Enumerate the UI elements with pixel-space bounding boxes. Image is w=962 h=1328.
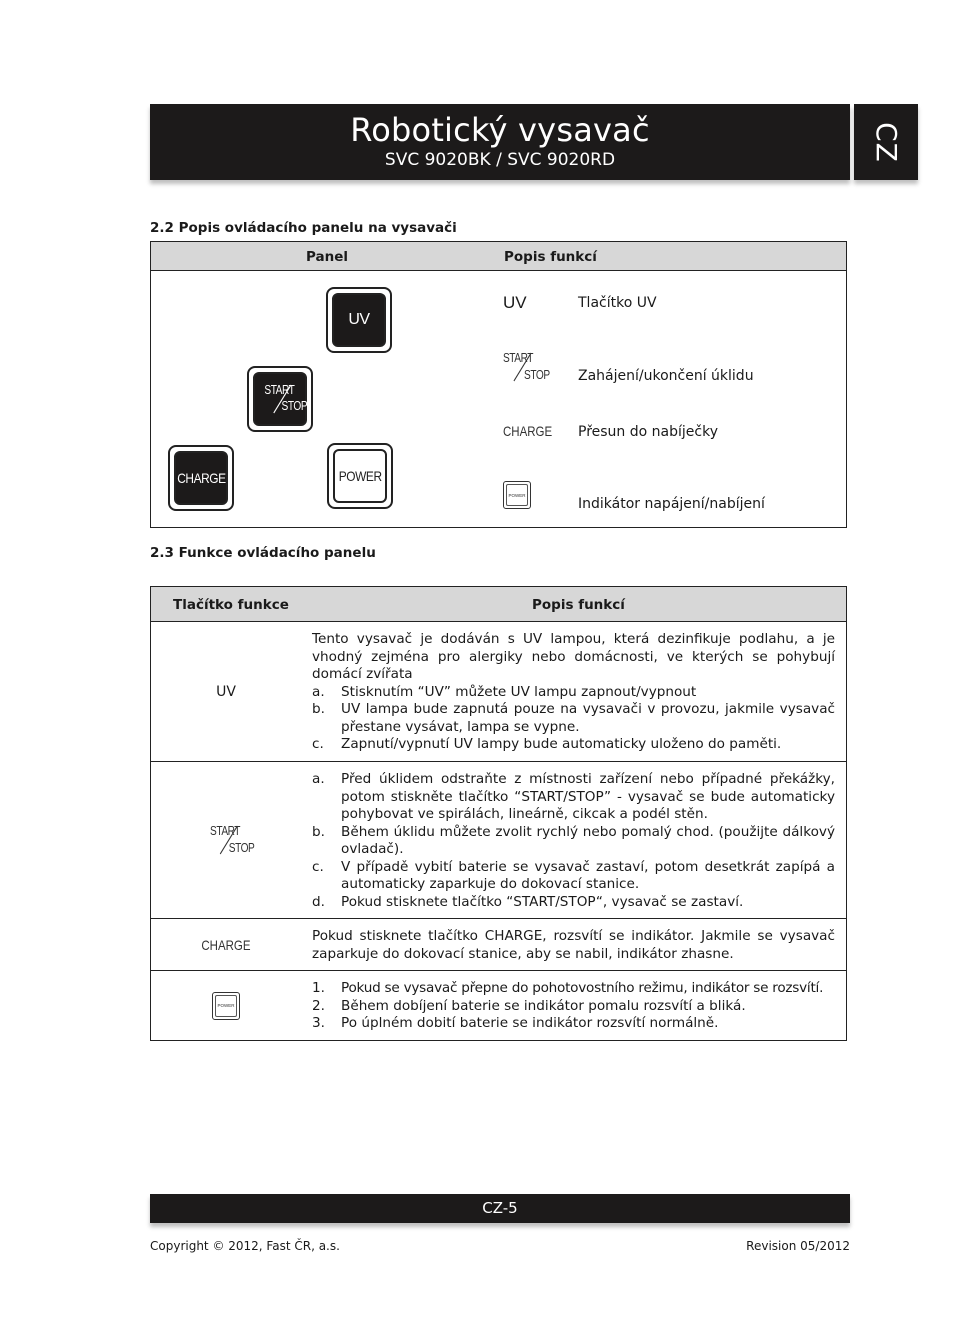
section-2-3-heading: 2.3 Funkce ovládacího panelu [150,545,376,561]
charge-description: Přesun do nabíječky [578,424,718,440]
language-tab [854,104,918,180]
panel-table-header [151,242,846,271]
charge-key-cell: CHARGE [201,936,251,953]
uv-intro: Tento vysavač je dodáván s UV lampou, která dezinfikuje podlahu, a je vhodný zejména pro alergiky nebo domácnosti, ve kterých se pohybují domácí zvířata [312,631,835,682]
page-number: CZ-5 [482,1199,518,1217]
column-header-panel: Panel [306,249,349,265]
list-item: 2. Během dobíjení baterie se indikátor pomalu rozsvítí a bliká. [312,997,746,1014]
uv-symbol: UV [503,293,527,312]
list-item: c. Zapnutí/vypnutí UV lampy bude automaticky uloženo do paměti. [312,736,782,752]
uv-description: Tlačítko UV [578,295,657,311]
start-stop-key-label: START STOP [264,382,308,413]
revision: Revision 05/2012 [746,1239,850,1253]
language-code: CZ [869,121,903,163]
uv-key-diagram [326,287,392,353]
header-bar [150,104,850,180]
section-2-2-heading: 2.2 Popis ovládacího panelu na vysavači [150,220,457,236]
charge-key-diagram [168,445,234,511]
control-panel-table [150,241,847,528]
start-stop-key-diagram [247,366,313,432]
uv-key-cell: UV [216,683,236,700]
model-subtitle: SVC 9020BK / SVC 9020RD [384,150,616,170]
uv-key-label: UV [348,311,370,328]
list-item: c. V případě vybití baterie se vysavač zastaví, potom desetkrát zapípá a automaticky zaparkuje do dokovací stanice. [312,858,835,892]
list-item: a. Před úklidem odstraňte z místnosti zařízení nebo případné překážky, potom stiskněte tlačítko “START/STOP” - vysavač se bude automaticky pohybovat ve spirálách, lineárně, cikcak a podél stěn. [312,771,835,822]
list-item: b. UV lampa bude zapnutá pouze na vysavači v provozu, jakmile vysavač přestane vysávat, lampa se vypne. [312,701,835,735]
table-row-uv [151,622,846,762]
table-row-start-stop [151,762,846,919]
power-indicator-icon: POWER [503,481,531,509]
list-item: b. Během úklidu můžete zvolit rychlý nebo pomalý chod. (použijte dálkový ovladač). [312,823,835,857]
copyright: Copyright © 2012, Fast ČR, a.s. [150,1239,340,1253]
power-indicator-icon: POWER [212,992,240,1020]
charge-intro: Pokud stisknete tlačítko CHARGE, rozsvítí se indikátor. Jakmile se vysavač zaparkuje do dokovací stanice, aby se nabil, indikátor zhasne. [312,928,835,962]
power-description: Indikátor napájení/nabíjení [578,496,765,512]
functions-table [150,586,847,1041]
start-stop-description: Zahájení/ukončení úklidu [578,368,754,384]
charge-symbol: CHARGE [503,423,553,439]
list-item: 3. Po úplném dobití baterie se indikátor rozsvítí normálně. [312,1015,719,1031]
document-title: Robotický vysavač [350,111,650,149]
list-item: 1. Pokud se vysavač přepne do pohotovostního režimu, indikátor se rozsvítí. [312,980,824,996]
power-key-diagram [327,443,393,509]
charge-key-label: CHARGE [176,470,226,486]
start-stop-symbol: START STOP [503,350,550,382]
column-header-button: Tlačítko funkce [173,597,289,613]
table-row-charge [151,919,846,971]
start-stop-key-cell: START STOP [210,823,255,855]
column-header-description: Popis funkcí [532,597,625,613]
list-item: d. Pokud stisknete tlačítko “START/STOP“, vysavač se zastaví. [312,893,744,910]
table-row-power [151,971,846,1040]
page-number-bar [150,1194,850,1223]
list-item: a. Stisknutím “UV” můžete UV lampu zapnout/vypnout [312,683,697,700]
functions-table-header [151,587,846,622]
column-header-description: Popis funkcí [504,249,597,265]
power-key-label: POWER [338,468,382,484]
